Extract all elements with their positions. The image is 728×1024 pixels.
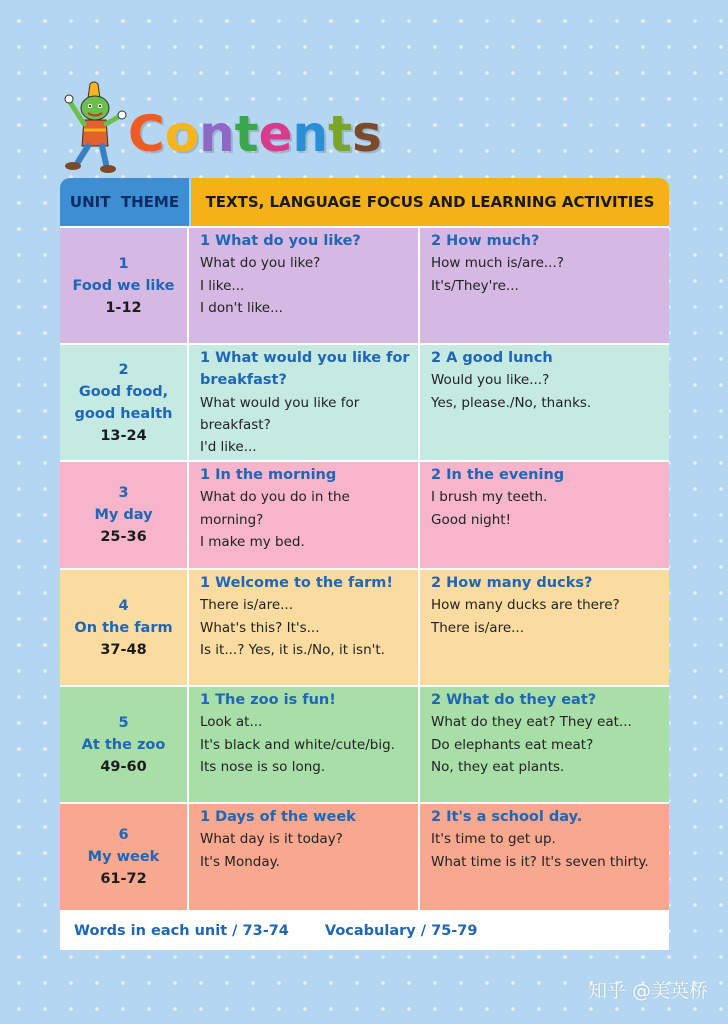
lesson-line: What do you do in the [200, 489, 350, 506]
title-letter: o [164, 105, 200, 163]
header-texts: TEXTS, LANGUAGE FOCUS AND LEARNING ACTIVITIES [191, 178, 669, 226]
unit-name: My day [94, 507, 153, 523]
title-letter: t [234, 105, 259, 163]
unit-theme-cell [60, 228, 189, 343]
unit-theme-cell [60, 462, 189, 568]
title-letter: n [292, 105, 329, 163]
title-letter: s [352, 105, 382, 163]
lesson-line: It's/They're... [431, 277, 519, 294]
lesson-cell [189, 570, 418, 685]
lesson-line: It's Monday. [200, 853, 280, 870]
unit-theme-cell [60, 804, 189, 910]
lesson-line: Do elephants eat meat? [431, 736, 594, 753]
unit-pages: 49-60 [100, 758, 147, 775]
footer-words-link: Words in each unit / 73-74 [74, 923, 289, 939]
unit-name: Food we like [72, 277, 175, 294]
lesson-line: It's black and white/cute/big. [200, 736, 395, 753]
lesson-cell [418, 345, 667, 460]
unit-pages: 37-48 [100, 641, 147, 658]
lesson-cell [189, 228, 418, 343]
unit-pages: 13-24 [100, 427, 147, 444]
lesson-line: I make my bed. [200, 533, 305, 550]
unit-theme-cell [60, 345, 189, 460]
lesson-title: 2 How many ducks? [431, 575, 593, 591]
lesson-line: I like... [200, 277, 245, 294]
lesson-line: breakfast? [200, 416, 271, 433]
watermark: 知乎 @美英桥 [587, 980, 708, 1002]
lesson-line: Look at... [200, 714, 263, 731]
lesson-line: Is it...? Yes, it is./No, it isn't. [200, 641, 385, 658]
lesson-cell [418, 228, 667, 343]
lesson-line: What do you like? [200, 255, 321, 272]
table-body [60, 226, 669, 910]
title-letter: e [258, 105, 293, 163]
lesson-cell [418, 570, 667, 685]
lesson-title: 2 In the evening [431, 467, 565, 483]
unit-pages: 61-72 [100, 871, 147, 887]
lesson-title: 1 What would you like for [200, 350, 410, 366]
lesson-line: What time is it? It's seven thirty. [431, 853, 649, 870]
unit-number: 3 [118, 485, 129, 501]
lesson-cell [418, 462, 667, 568]
unit-number: 2 [118, 361, 129, 378]
title-letter: C [128, 105, 165, 163]
lesson-line: There is/are... [200, 597, 293, 614]
lesson-line: What would you like for [200, 394, 360, 411]
lesson-line: There is/are... [431, 619, 524, 636]
unit-number: 1 [118, 255, 129, 272]
lesson-line: What's this? It's... [200, 619, 320, 636]
lesson-title: 2 It's a school day. [431, 809, 583, 825]
page-title [128, 104, 382, 164]
lesson-line: I don't like... [200, 299, 283, 316]
lesson-title: 1 Days of the week [200, 809, 356, 825]
lesson-cell [189, 804, 418, 910]
lesson-line: Its nose is so long. [200, 758, 326, 775]
unit-row [60, 226, 669, 343]
header-unit-theme: UNIT THEME [60, 178, 189, 226]
lesson-cell [189, 687, 418, 802]
unit-theme-cell [60, 687, 189, 802]
title-letter: t [328, 105, 353, 163]
lesson-line: I'd like... [200, 439, 257, 456]
unit-row [60, 568, 669, 685]
unit-name: Good food, good health [74, 383, 173, 422]
unit-row [60, 343, 669, 460]
unit-number: 5 [118, 714, 129, 731]
lesson-title: 2 How much? [431, 233, 540, 249]
lesson-line: Would you like...? [431, 372, 550, 389]
lesson-title: 1 What do you like? [200, 233, 361, 249]
unit-pages: 1-12 [105, 299, 142, 316]
lesson-title: 2 A good lunch [431, 350, 553, 366]
table-footer [60, 910, 669, 950]
lesson-line: No, they eat plants. [431, 758, 565, 775]
lesson-title: 2 What do they eat? [431, 692, 597, 708]
lesson-line: Yes, please./No, thanks. [431, 394, 592, 411]
lesson-line: What day is it today? [200, 831, 343, 848]
contents-table [60, 178, 669, 950]
lesson-title: 1 Welcome to the farm! [200, 575, 394, 591]
unit-name: At the zoo [81, 736, 166, 753]
unit-theme-cell [60, 570, 189, 685]
lesson-line: How many ducks are there? [431, 597, 620, 614]
unit-pages: 25-36 [100, 529, 147, 545]
table-header [60, 178, 669, 226]
title-letter: n [199, 105, 235, 163]
lesson-cell [189, 462, 418, 568]
lesson-line: It's time to get up. [431, 831, 556, 848]
unit-number: 6 [118, 827, 129, 843]
lesson-title: breakfast? [200, 372, 287, 389]
mascot-illustration [60, 80, 130, 175]
lesson-cell [418, 804, 667, 910]
lesson-cell [189, 345, 418, 460]
lesson-line: I brush my teeth. [431, 489, 548, 506]
unit-name: On the farm [74, 619, 173, 636]
lesson-title: 1 In the morning [200, 467, 337, 483]
lesson-line: morning? [200, 511, 264, 528]
unit-row [60, 685, 669, 802]
unit-name: My week [87, 849, 160, 865]
lesson-title: 1 The zoo is fun! [200, 692, 336, 708]
unit-row [60, 460, 669, 568]
unit-number: 4 [118, 597, 129, 614]
lesson-cell [418, 687, 667, 802]
lesson-line: How much is/are...? [431, 255, 564, 272]
lesson-line: Good night! [431, 511, 511, 528]
unit-row [60, 802, 669, 910]
lesson-line: What do they eat? They eat... [431, 714, 632, 731]
footer-vocabulary-link: Vocabulary / 75-79 [324, 923, 478, 939]
